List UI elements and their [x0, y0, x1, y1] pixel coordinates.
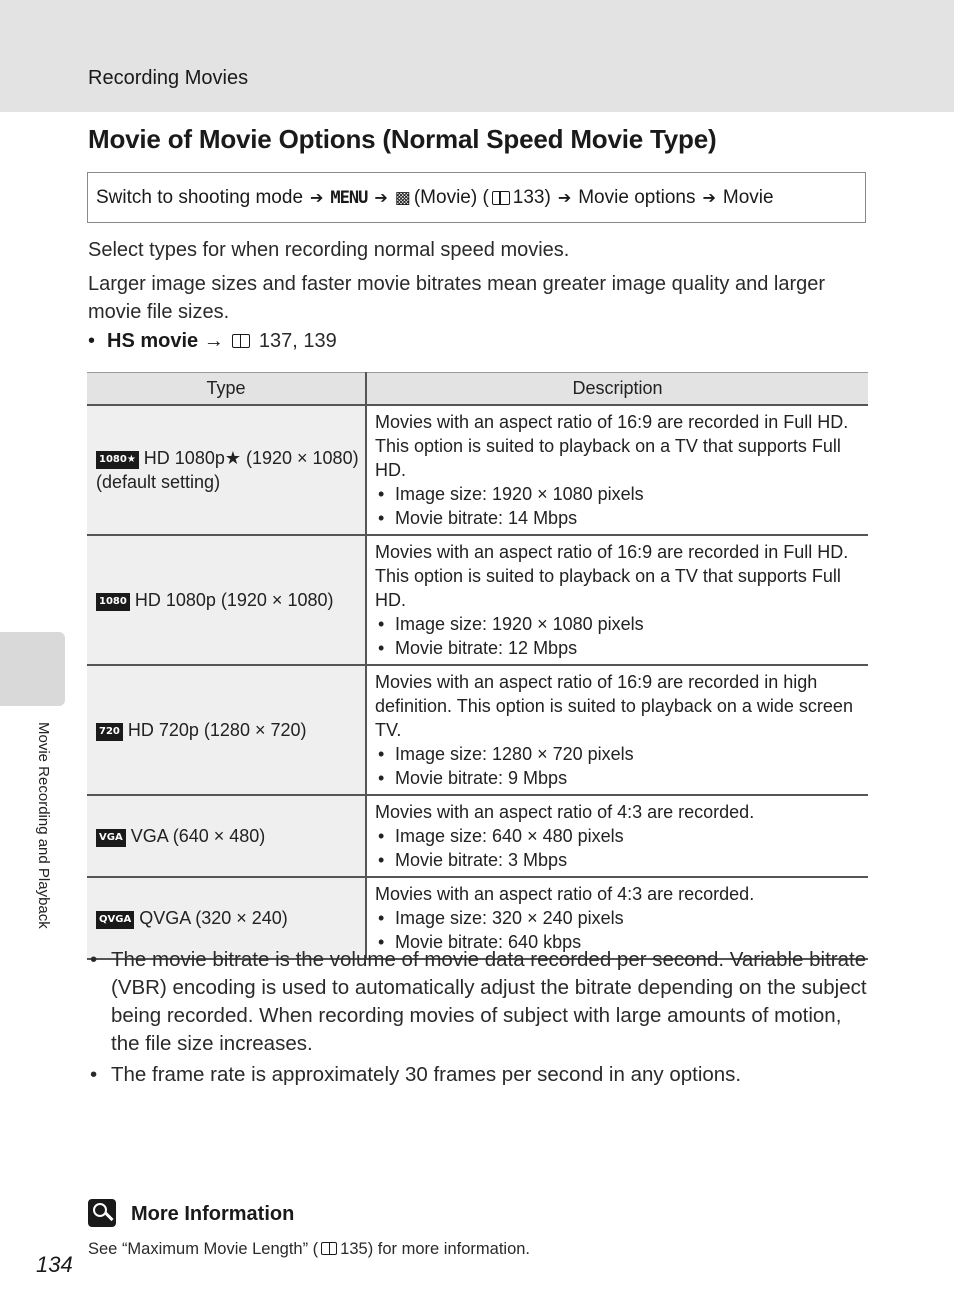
hs-movie-pages: 137, 139 — [258, 330, 337, 352]
vga-icon: VGA — [96, 829, 126, 847]
page-title: Movie of Movie Options (Normal Speed Movie Type) — [88, 124, 717, 154]
path-step-movie: (Movie) ( — [413, 186, 489, 208]
hd-1080p-icon: 1080 — [96, 593, 130, 611]
arrow-icon: ➔ — [557, 189, 572, 207]
type-cell: 1080 HD 1080p (1920 × 1080) — [87, 535, 366, 665]
chapter-label: Movie Recording and Playback — [35, 722, 52, 929]
book-reference-icon — [492, 191, 510, 205]
type-cell: 1080★ HD 1080p★ (1920 × 1080) (default setting) — [87, 405, 366, 535]
book-reference-icon — [321, 1242, 337, 1255]
description-cell: Movies with an aspect ratio of 16:9 are recorded in Full HD. This option is suited to playback on a TV that supports Full HD. • Image size: 1920 × 1080 pixels • Movie bitrate: 14 Mbps — [366, 405, 868, 535]
chapter-tab — [0, 632, 65, 706]
movie-camera-icon: ▩ — [394, 187, 411, 207]
intro-paragraph: Select types for when recording normal speed movies. — [88, 239, 570, 261]
description-cell: Movies with an aspect ratio of 4:3 are recorded. • Image size: 640 × 480 pixels • Movie bitrate: 3 Mbps — [366, 795, 868, 877]
menu-button-icon: MENU — [330, 187, 368, 208]
book-reference-icon — [232, 334, 250, 348]
type-cell: VGA VGA (640 × 480) — [87, 795, 366, 877]
arrow-icon: → — [203, 330, 224, 352]
hd-720p-icon: 720 — [96, 723, 123, 741]
type-cell: 720 HD 720p (1280 × 720) — [87, 665, 366, 795]
column-header-description: Description — [366, 373, 868, 406]
section-title: Recording Movies — [88, 67, 249, 89]
description-cell: Movies with an aspect ratio of 4:3 are recorded. • Image size: 320 × 240 pixels • Movie bitrate: 640 kbps — [366, 877, 868, 959]
hs-movie-reference: • HS movie → 137, 139 — [88, 330, 337, 352]
table-row — [87, 665, 868, 795]
path-page-ref: 133) — [512, 186, 551, 208]
column-header-type: Type — [87, 373, 366, 406]
note-item: • The frame rate is approximately 30 frames per second in any options. — [88, 1061, 868, 1089]
more-information-title: More Information — [131, 1203, 295, 1225]
type-cell: QVGA QVGA (320 × 240) — [87, 877, 366, 959]
qvga-icon: QVGA — [96, 911, 134, 929]
hs-movie-label: HS movie — [107, 330, 199, 352]
intro-paragraph: Larger image sizes and faster movie bitrates mean greater image quality and larger movie file sizes. — [88, 273, 826, 323]
description-cell: Movies with an aspect ratio of 16:9 are recorded in Full HD. This option is suited to playback on a TV that supports Full HD. • Image size: 1920 × 1080 pixels • Movie bitrate: 12 Mbps — [366, 535, 868, 665]
menu-path-box — [87, 172, 866, 223]
path-step-shooting-mode: Switch to shooting mode — [96, 186, 304, 208]
path-step-movie-final: Movie — [722, 186, 774, 208]
movie-types-table — [87, 372, 868, 960]
path-step-movie-options: Movie options — [578, 186, 696, 208]
table-header-row — [87, 373, 868, 406]
table-row — [87, 405, 868, 535]
hd-1080p-star-icon: 1080★ — [96, 451, 139, 469]
arrow-icon: ➔ — [702, 189, 716, 207]
arrow-icon: ➔ — [310, 189, 324, 207]
table-row — [87, 795, 868, 877]
description-cell: Movies with an aspect ratio of 16:9 are recorded in high definition. This option is suited to playback on a wide screen TV. • Image size: 1280 × 720 pixels • Movie bitrate: 9 Mbps — [366, 665, 868, 795]
arrow-icon: ➔ — [374, 189, 388, 207]
header-band — [0, 0, 954, 112]
table-row — [87, 535, 868, 665]
note-item: • The movie bitrate is the volume of movie data recorded per second. Variable bitrate (VBR) encoding is used to automatically adjust the bitrate depending on the subject being recorded. When recording movies of subject with large amounts of motion, the file size increases. — [88, 946, 868, 1058]
notes-list — [88, 946, 868, 1092]
more-information-text: See “Maximum Movie Length” ( 135) for more information. — [88, 1240, 531, 1258]
page-number: 134 — [36, 1252, 73, 1277]
more-information-icon — [88, 1199, 116, 1227]
